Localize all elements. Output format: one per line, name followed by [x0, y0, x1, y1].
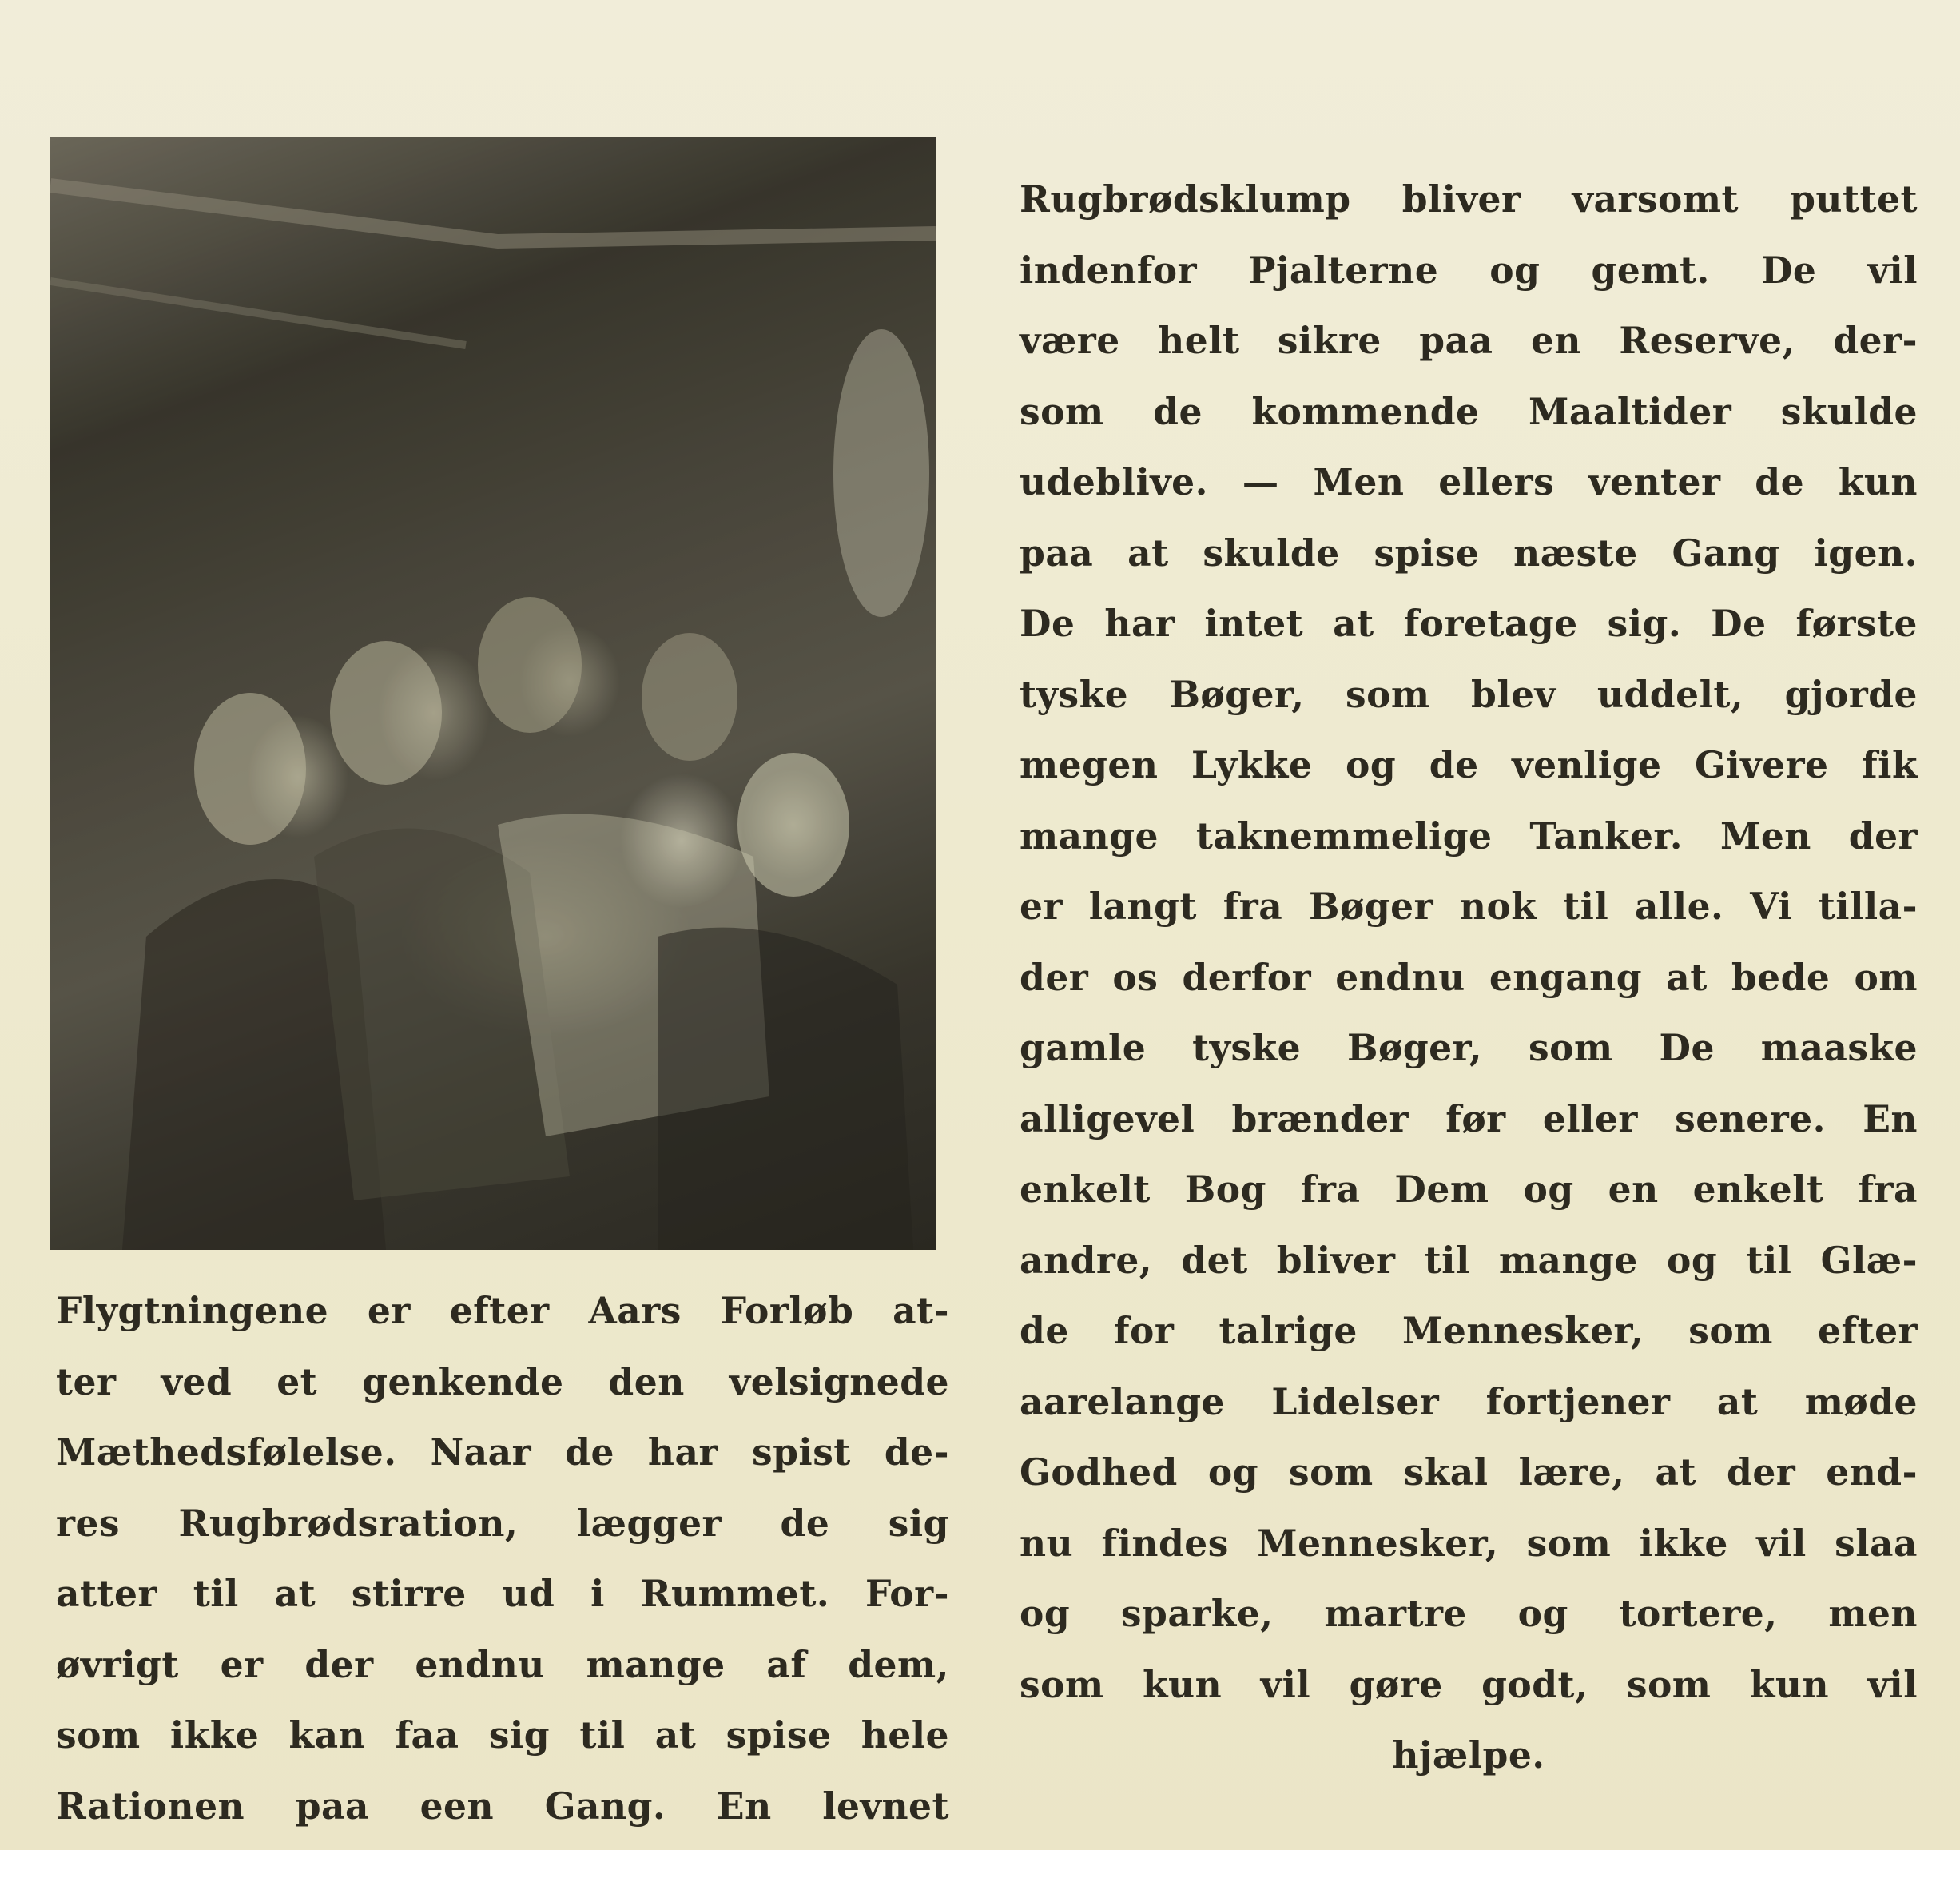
- text-line: megen Lykke og de venlige Givere fik: [1020, 743, 1918, 786]
- text-line: de for talrige Mennesker, som efter: [1020, 1309, 1918, 1352]
- text-line: som kun vil gøre godt, som kun vil: [1020, 1662, 1918, 1706]
- text-line: udeblive. — Men ellers venter de kun: [1020, 460, 1918, 503]
- text-line: atter til at stirre ud i Rummet. For-: [56, 1572, 949, 1615]
- text-line: tyske Bøger, som blev uddelt, gjorde: [1020, 672, 1918, 716]
- text-line: paa at skulde spise næste Gang igen.: [1020, 531, 1918, 575]
- text-line: der os derfor endnu engang at bede om: [1020, 955, 1918, 999]
- text-line: Mæthedsfølelse. Naar de har spist de-: [56, 1430, 949, 1474]
- text-line: indenfor Pjalterne og gemt. De vil: [1020, 248, 1918, 292]
- text-line: Godhed og som skal lære, at der end-: [1020, 1450, 1918, 1494]
- text-line: som de kommende Maaltider skulde: [1020, 389, 1918, 433]
- text-line: Rugbrødsklump bliver varsomt puttet: [1020, 177, 1918, 221]
- text-line: aarelange Lidelser fortjener at møde: [1020, 1379, 1918, 1423]
- text-line: De har intet at foretage sig. De første: [1020, 602, 1918, 645]
- text-line: enkelt Bog fra Dem og en enkelt fra: [1020, 1168, 1918, 1211]
- left-text-column: [56, 1275, 949, 1841]
- text-line: alligevel brænder før eller senere. En: [1020, 1096, 1918, 1140]
- text-line: Rationen paa een Gang. En levnet: [56, 1784, 949, 1828]
- text-line: mange taknemmelige Tanker. Men der: [1020, 814, 1918, 857]
- text-line: ter ved et genkende den velsignede: [56, 1359, 949, 1403]
- refugee-group-photo: [50, 137, 936, 1250]
- text-line: res Rugbrødsration, lægger de sig: [56, 1501, 949, 1545]
- text-line: øvrigt er der endnu mange af dem,: [56, 1642, 949, 1686]
- text-line: være helt sikre paa en Reserve, der-: [1020, 319, 1918, 362]
- text-line: andre, det bliver til mange og til Glæ-: [1020, 1238, 1918, 1282]
- text-line: som ikke kan faa sig til at spise hele: [56, 1713, 949, 1757]
- text-line: gamle tyske Bøger, som De maaske: [1020, 1026, 1918, 1069]
- text-line: nu findes Mennesker, som ikke vil slaa: [1020, 1521, 1918, 1565]
- text-line-final: hjælpe.: [1392, 1733, 1545, 1777]
- photo-shapes: [50, 137, 936, 1250]
- text-line: og sparke, martre og tortere, men: [1020, 1592, 1918, 1635]
- right-text-column: [1020, 164, 1918, 1791]
- text-line: er langt fra Bøger nok til alle. Vi tilla-: [1020, 885, 1918, 928]
- text-line: Flygtningene er efter Aars Forløb at-: [56, 1289, 949, 1332]
